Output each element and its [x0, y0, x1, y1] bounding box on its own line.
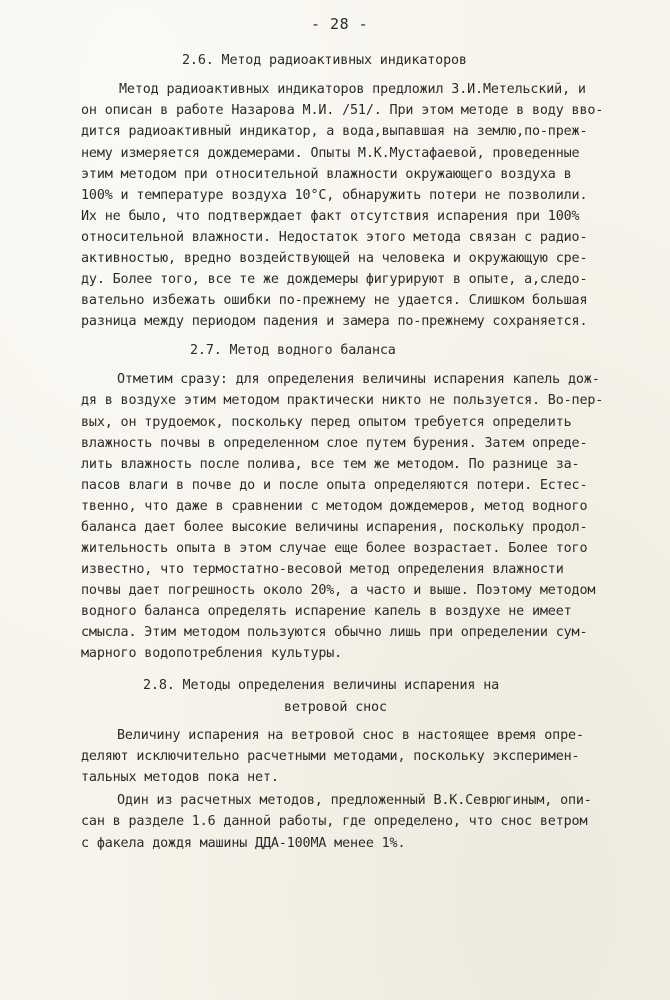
- paragraph-line: Их не было, что подтверждает факт отсутствия испарения при 100%: [81, 209, 580, 224]
- paragraph-line: деляют исключительно расчетными методами, поскольку эксперимен-: [81, 749, 580, 764]
- paragraph-line: Отметим сразу: для определения величины испарения капель дож-: [117, 372, 600, 387]
- paragraph-line: сан в разделе 1.6 данной работы, где определено, что снос ветром: [81, 814, 588, 829]
- paragraph-line: активностью, вредно воздействующей на человека и окружающую сре-: [81, 251, 588, 266]
- paragraph-line: пасов влаги в почве до и после опыта определяются потери. Естес-: [81, 478, 588, 493]
- paragraph-line: Величину испарения на ветровой снос в настоящее время опре-: [117, 728, 584, 743]
- paragraph-line: разница между периодом падения и замера по-прежнему сохраняется.: [81, 314, 588, 329]
- paragraph-line: тальных методов пока нет.: [81, 770, 279, 785]
- paragraph-line: Один из расчетных методов, предложенный В.К.Севрюгиным, опи-: [117, 793, 592, 808]
- section-heading-2-8: 2.8. Методы определения величины испарения на: [143, 678, 500, 693]
- paragraph-line: смысла. Этим методом пользуются обычно лишь при определении сум-: [81, 625, 588, 640]
- paragraph-line: водного баланса определять испарение капель в воздухе не имеет: [81, 604, 572, 619]
- paragraph-line: вых, он трудоемок, поскольку перед опытом требуется определить: [81, 415, 572, 430]
- paragraph-line: известно, что термостатно-весовой метод определения влажности: [81, 562, 564, 577]
- paragraph-line: Метод радиоактивных индикаторов предложил З.И.Метельский, и: [119, 82, 586, 97]
- paragraph-line: твенно, что даже в сравнении с методом дождемеров, метод водного: [81, 499, 588, 514]
- paragraph-line: марного водопотребления культуры.: [81, 646, 343, 661]
- paragraph-line: он описан в работе Назарова М.И. /51/. При этом методе в воду вво-: [81, 103, 604, 118]
- paragraph-line: влажность почвы в определенном слое путем бурения. Затем опреде-: [81, 436, 588, 451]
- paragraph-line: почвы дает погрешность около 20%, а часто и выше. Поэтому методом: [81, 583, 596, 598]
- paragraph-line: жительность опыта в этом случае еще более возрастает. Более того: [81, 541, 588, 556]
- paragraph-line: баланса дает более высокие величины испарения, поскольку продол-: [81, 520, 588, 535]
- paragraph-line: дя в воздухе этим методом практически никто не пользуется. Во-пер-: [81, 393, 604, 408]
- paragraph-line: этим методом при относительной влажности окружающего воздуха в: [81, 167, 572, 182]
- page-number: - 28 -: [311, 15, 369, 33]
- paragraph-line: с факела дождя машины ДДА-100МА менее 1%.: [81, 836, 406, 851]
- section-heading-2-8-continued: ветровой снос: [284, 700, 387, 715]
- paragraph-line: ду. Более того, все те же дождемеры фигурируют в опыте, а,следо-: [81, 272, 588, 287]
- paragraph-line: 100% и температуре воздуха 10°С, обнаружить потери не позволили.: [81, 188, 588, 203]
- paragraph-line: дится радиоактивный индикатор, а вода,выпавшая на землю,по-преж-: [81, 124, 588, 139]
- section-heading-2-7: 2.7. Метод водного баланса: [190, 343, 396, 358]
- section-heading-2-6: 2.6. Метод радиоактивных индикаторов: [182, 53, 467, 68]
- paragraph-line: лить влажность после полива, все тем же методом. По разнице за-: [81, 457, 580, 472]
- paragraph-line: вательно избежать ошибки по-прежнему не удается. Слишком большая: [81, 293, 588, 308]
- paragraph-line: относительной влажности. Недостаток этого метода связан с радио-: [81, 230, 588, 245]
- paragraph-line: нему измеряется дождемерами. Опыты М.К.Мустафаевой, проведенные: [81, 146, 580, 161]
